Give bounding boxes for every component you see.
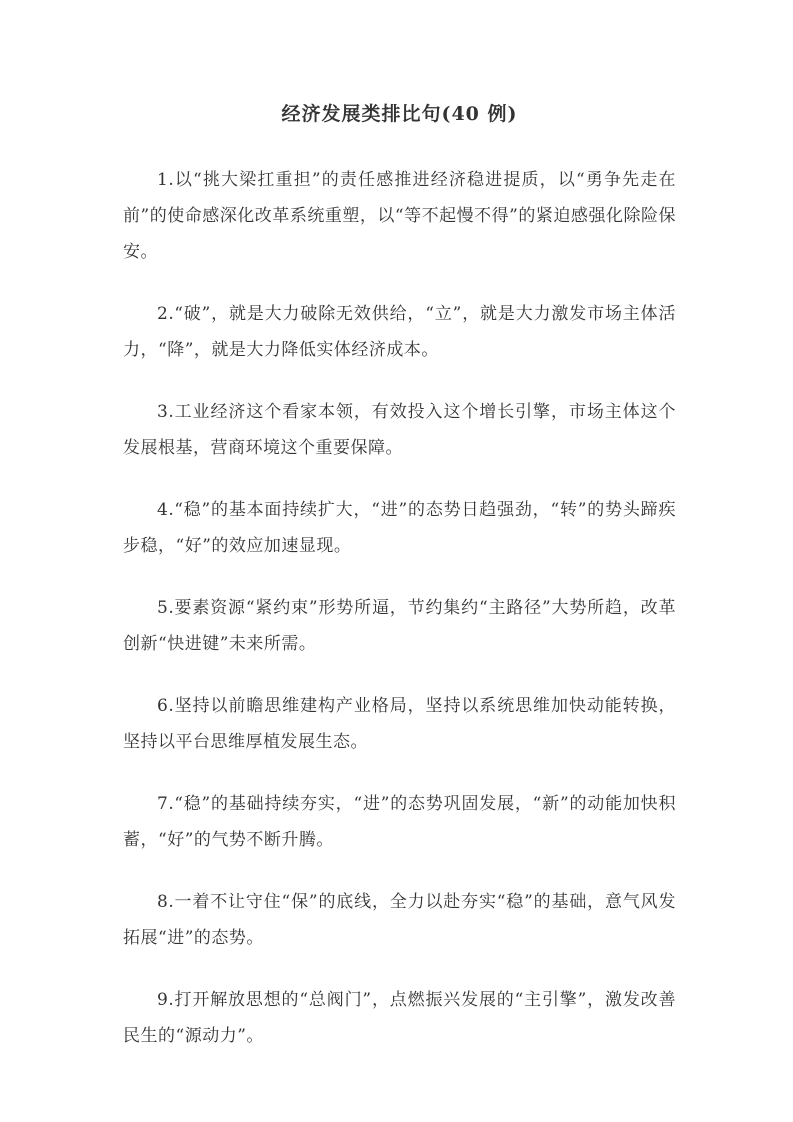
sentence-item-1: 1.以“挑大梁扛重担”的责任感推进经济稳进提质，以“勇争先走在前”的使命感深化改革系统重塑，以“等不起慢不得”的紧迫感强化除险保安。 (123, 170, 676, 262)
sentence-item-4: 4.“稳”的基本面持续扩大，“进”的态势日趋强劲，“转”的势头蹄疾步稳，“好”的效应加速显现。 (123, 500, 676, 556)
sentence-item-7: 7.“稳”的基础持续夯实，“进”的态势巩固发展，“新”的动能加快积蓄，“好”的气势不断升腾。 (123, 794, 676, 850)
sentence-item-5: 5.要素资源“紧约束”形势所逼，节约集约“主路径”大势所趋，改革创新“快进键”未来所需。 (123, 598, 676, 654)
sentence-item-8: 8.一着不让守住“保”的底线，全力以赴夯实“稳”的基础，意气风发拓展“进”的态势。 (123, 892, 676, 948)
sentence-item-6: 6.坚持以前瞻思维建构产业格局，坚持以系统思维加快动能转换，坚持以平台思维厚植发展生态。 (123, 696, 676, 752)
sentence-item-2: 2.“破”，就是大力破除无效供给，“立”，就是大力激发市场主体活力，“降”，就是大力降低实体经济成本。 (123, 304, 676, 360)
document-title: 经济发展类排比句(40 例) (281, 103, 518, 125)
sentence-list (123, 162, 676, 1054)
sentence-item-9: 9.打开解放思想的“总阀门”，点燃振兴发展的“主引擎”，激发改善民生的“源动力”。 (123, 990, 676, 1046)
sentence-item-3: 3.工业经济这个看家本领，有效投入这个增长引擎，市场主体这个发展根基，营商环境这个重要保障。 (123, 402, 676, 458)
